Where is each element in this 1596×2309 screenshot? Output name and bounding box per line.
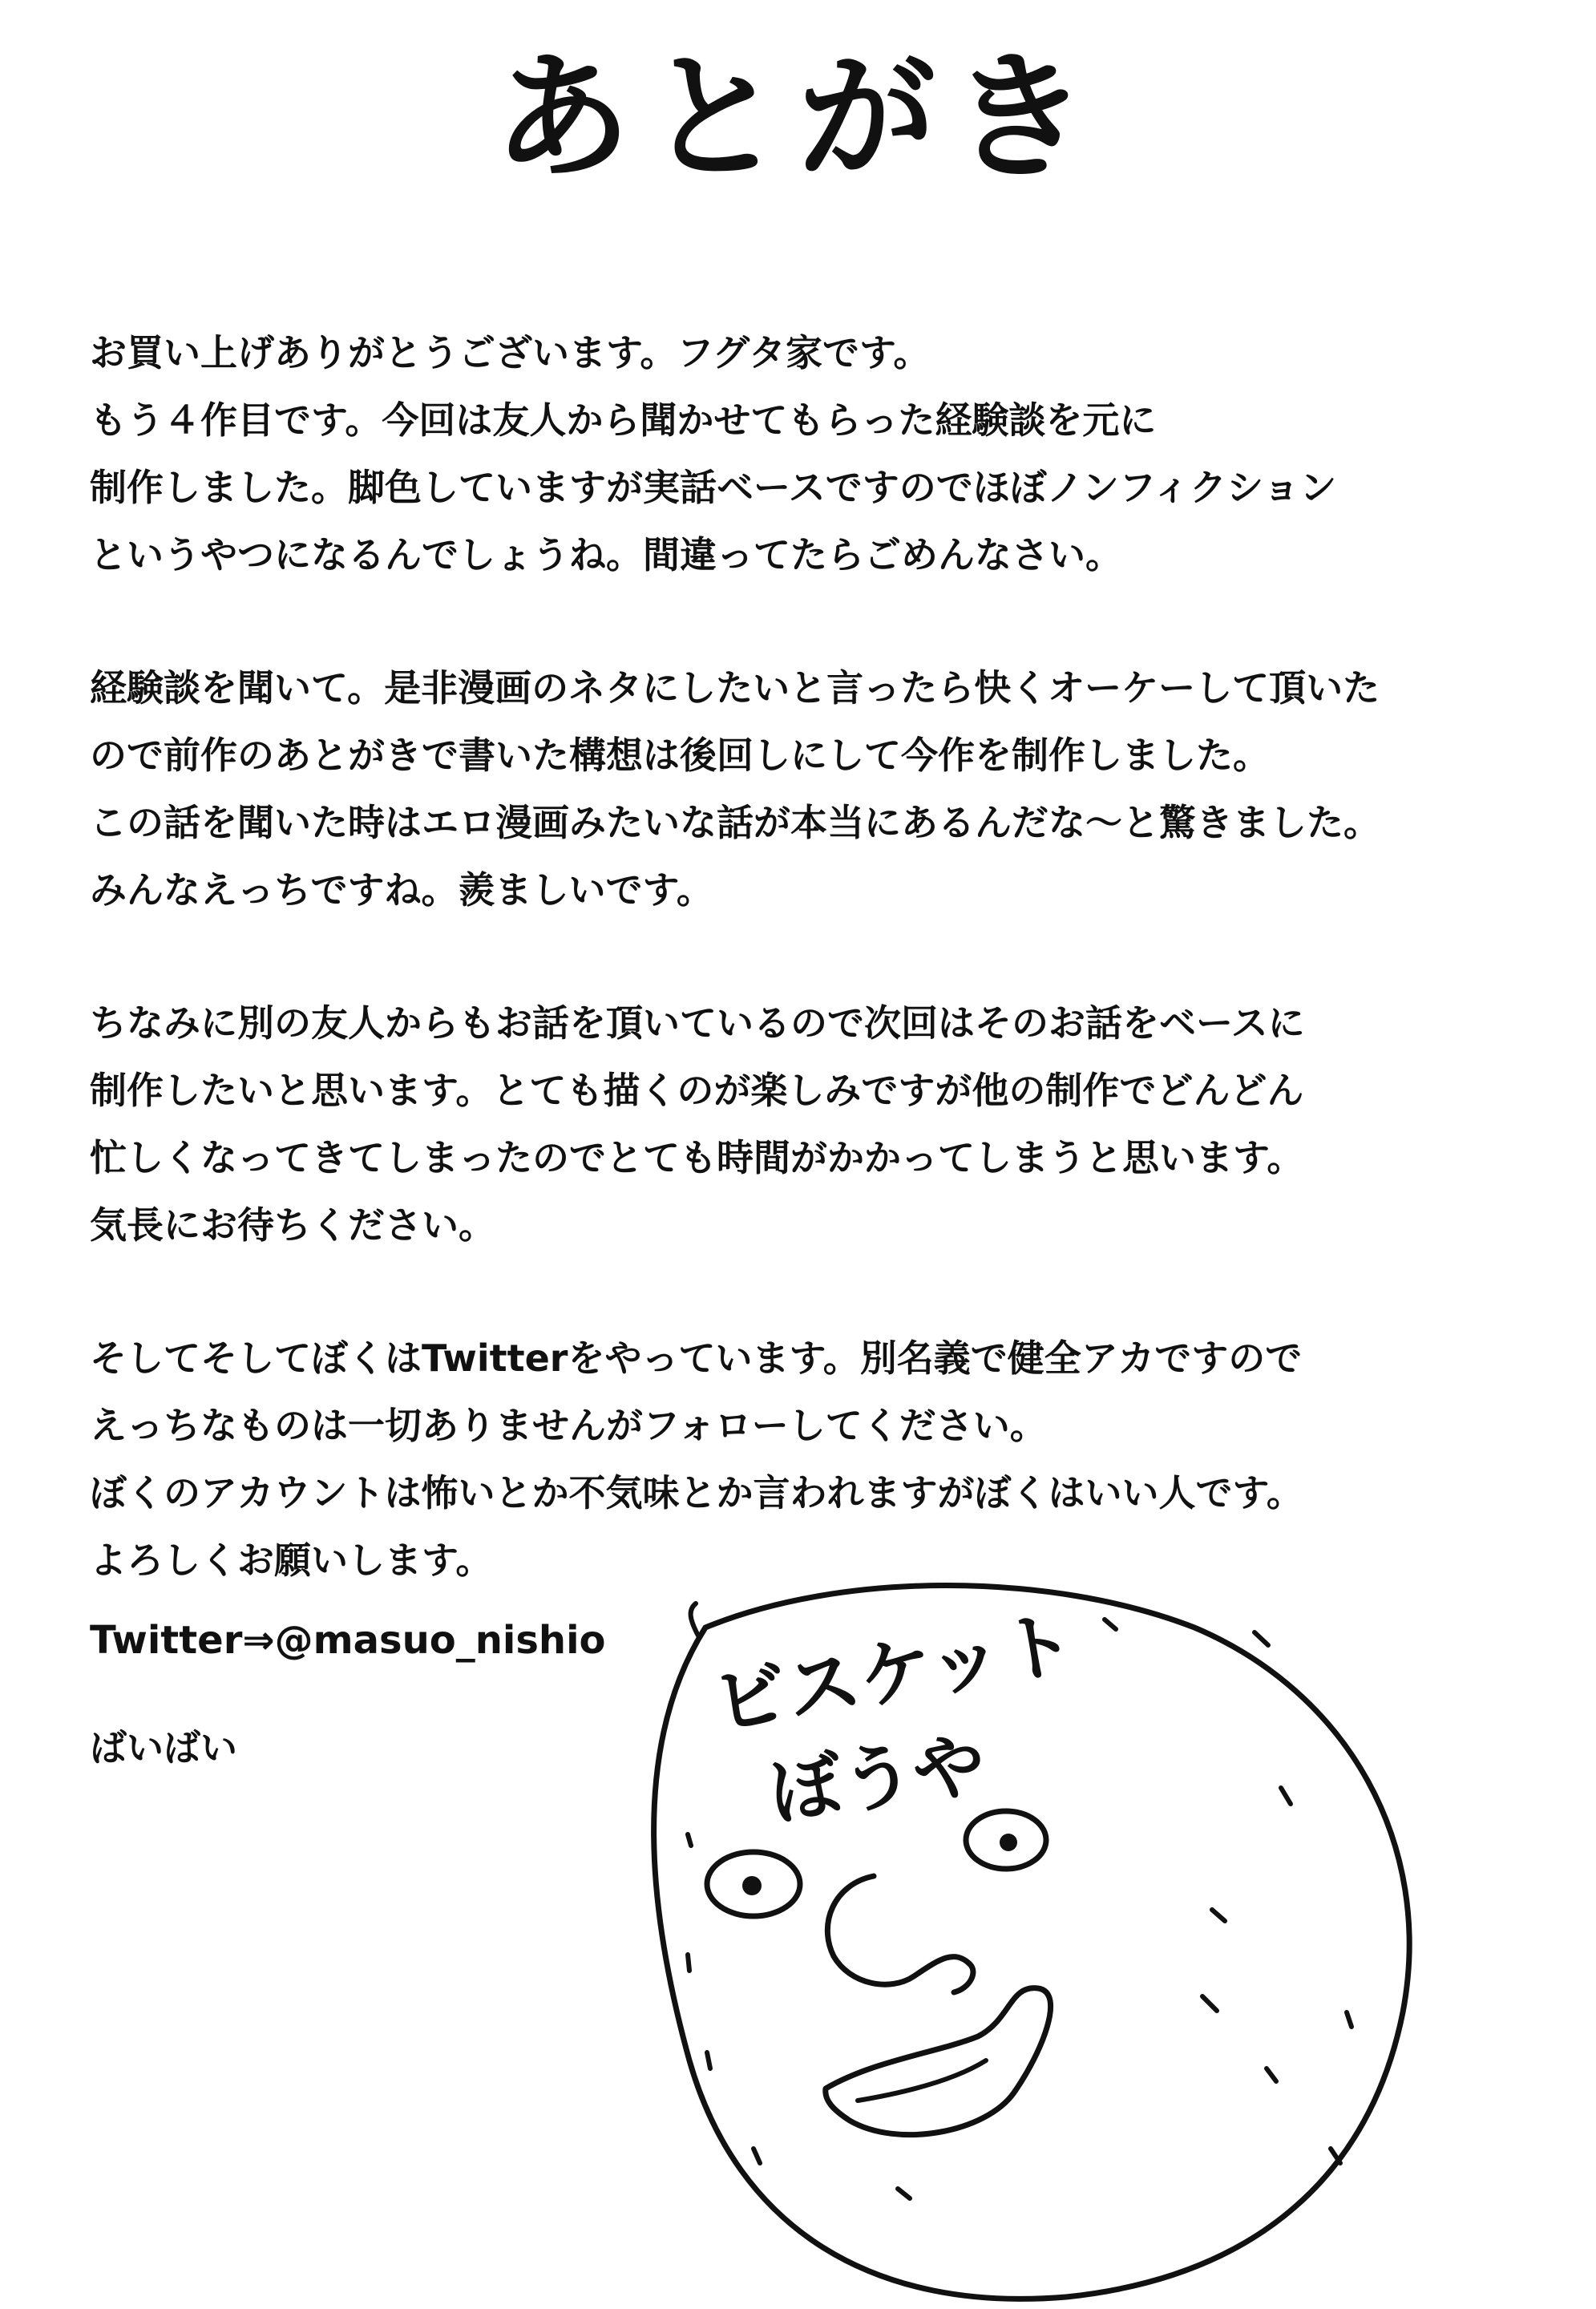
text-line: えっちなものは一切ありませんがフォローしてください。 [90, 1404, 1047, 1447]
paragraph-2 [90, 654, 1533, 924]
text-line: もう４作目です。今回は友人から聞かせてもらった経験談を元に [90, 398, 1157, 442]
text-line: みんなえっちですね。羨ましいです。 [90, 868, 713, 912]
nose-curve [827, 1876, 973, 1992]
left-eye [707, 1852, 800, 1916]
twitter-handle: Twitter⇒@masuo_nishio [90, 1618, 606, 1663]
text-line: お買い上げありがとうございます。フグタ家です。 [90, 331, 931, 374]
text-line: そしてそしてぼくはTwitterをやっています。別名義で健全アカですので [90, 1336, 1303, 1380]
text-line: 制作しました。脚色していますが実話ベースですのでほぼノンフィクション [90, 466, 1337, 509]
text-line: 経験談を聞いて。是非漫画のネタにしたいと言ったら快くオーケーして頂いた [90, 666, 1380, 710]
drawing-caption-line1: ビスケット [707, 1599, 1082, 1748]
text-line: よろしくお願いします。 [90, 1539, 493, 1582]
text-line: 気長にお待ちください。 [90, 1203, 495, 1247]
outline-flick [691, 1603, 699, 1637]
lips [826, 1988, 1051, 2135]
paragraph-3 [90, 989, 1533, 1259]
signoff-text: ばいばい [90, 1726, 237, 1769]
afterword-body [90, 319, 1533, 1660]
biscuit-boy-drawing [633, 1539, 1515, 2309]
text-line: ちなみに別の友人からもお話を頂いているので次回はそのお話をベースに [90, 1001, 1305, 1045]
text-line: というやつになるんでしょうね。間違ってたらごめんなさい。 [90, 533, 1122, 576]
text-line: ぼくのアカウントは怖いとか不気味とか言われますがぼくはいい人です。 [90, 1471, 1303, 1514]
drawing-caption-line2: ぼうや [764, 1722, 991, 1836]
text-line: 制作したいと思います。とても描くのが楽しみですが他の制作でどんどん [90, 1069, 1304, 1112]
paragraph-1 [90, 319, 1533, 588]
text-line: ので前作のあとがきで書いた構想は後回しにして今作を制作しました。 [90, 734, 1270, 777]
text-line: 忙しくなってきてしまったのでとても時間がかかってしまうと思います。 [90, 1136, 1304, 1179]
page-title: あとがき [493, 35, 1103, 198]
text-line: この話を聞いた時はエロ漫画みたいな話が本当にあるんだな〜と驚きました。 [90, 801, 1380, 844]
right-eye [966, 1811, 1046, 1869]
